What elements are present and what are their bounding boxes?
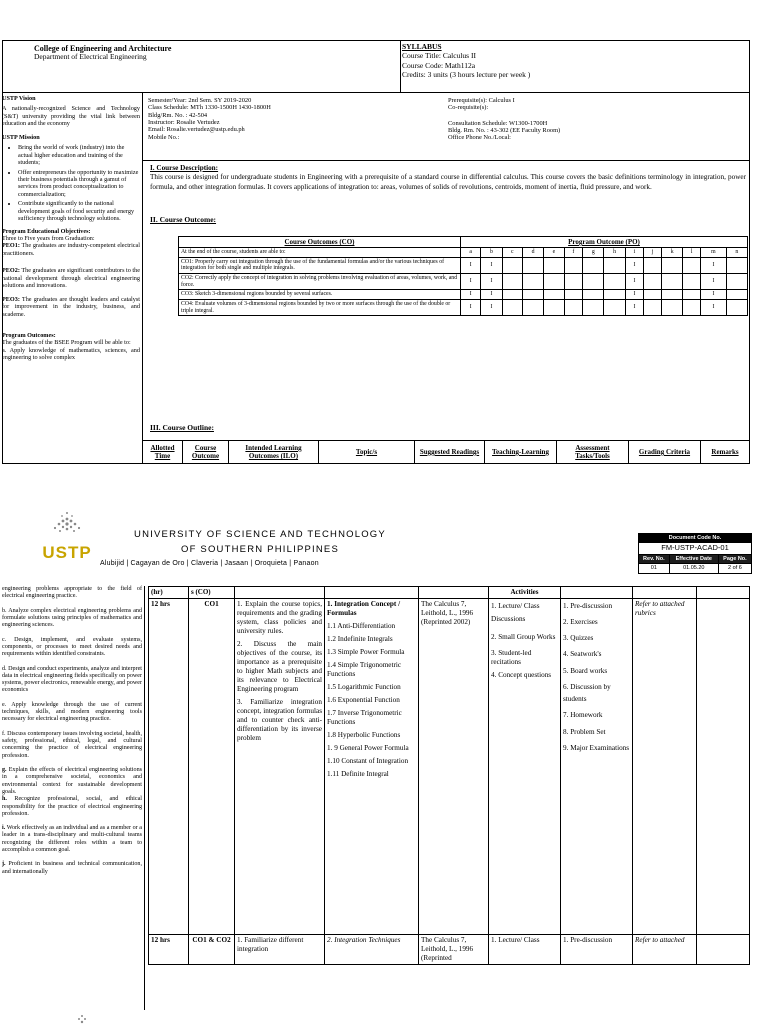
course-title: Course Title: Calculus II <box>402 51 476 61</box>
department-name: Department of Electrical Engineering <box>34 52 147 62</box>
co-text: CO1: Properly carry out integration through the use of the fundamental formulas and/or the various techniques of integration for both single and multiple integrals. <box>179 257 461 273</box>
consultation: Consultation Schedule: W1300-1700H <box>448 119 548 127</box>
topic-list <box>327 622 416 779</box>
peo1-label: PEO1: <box>2 242 20 250</box>
po-a: a. Apply knowledge of mathematics, sciences, and engineering to solve complex <box>2 346 140 362</box>
col-course-outcome: Course Outcome <box>183 441 229 464</box>
col-readings: Suggested Readings <box>415 441 485 464</box>
syllabus-label: SYLLABUS <box>402 42 442 51</box>
po-letter: b <box>481 248 502 258</box>
consult-room: Bldg. Rm. No. : 43-302 (EE Faculty Room) <box>448 127 561 135</box>
po-mark <box>583 290 604 300</box>
head-time: (hr) <box>149 587 189 599</box>
po-g-text: Explain the effects of electrical engineering solutions in a comprehensive societal, economics and environmental context for sustainable development goals. <box>2 766 142 795</box>
po-mark <box>564 274 583 290</box>
po-letter: j <box>644 248 662 258</box>
row1-grading: Refer to attached rubrics <box>633 598 697 934</box>
divider <box>2 92 750 93</box>
assessment-item: 7. Homework <box>563 711 603 720</box>
po-mark: I <box>701 274 727 290</box>
col-teaching-learning: Teaching-Learning <box>485 441 557 464</box>
po-mark <box>644 290 662 300</box>
row2-time: 12 hrs <box>149 934 189 964</box>
course-outcome-label: II. Course Outcome: <box>150 215 217 224</box>
po-g <box>2 767 142 796</box>
po-h-text: Recognize professional, social, and ethical responsibility for the practice of electrical engineering profession. <box>2 796 142 817</box>
po-mark: I <box>481 257 502 273</box>
row1-time: 12 hrs <box>149 598 189 934</box>
po-mark <box>662 290 683 300</box>
po-mark <box>726 299 747 315</box>
po-mark <box>683 299 701 315</box>
email: Email: Rosalie.vertudez@ustp.edu.ph <box>148 126 245 134</box>
po-mark <box>644 257 662 273</box>
mission-list <box>2 144 140 222</box>
university-name-line2: OF SOUTHERN PHILIPPINES <box>181 543 339 555</box>
po-mark: I <box>461 274 481 290</box>
course-description <box>150 164 746 192</box>
assessment-item: 9. Major Examinations <box>563 743 630 752</box>
po-mark <box>502 290 522 300</box>
po-mark <box>502 257 522 273</box>
row2-ilo: 1. Familiarize different integration <box>235 934 325 964</box>
doc-code-title: Document Code No. <box>639 534 752 543</box>
divider <box>144 586 145 1010</box>
co-header: Course Outcomes (CO) <box>179 237 461 248</box>
po-mark: I <box>461 257 481 273</box>
po-mark <box>604 274 625 290</box>
po-mark: I <box>461 299 481 315</box>
ustp-logo <box>36 507 98 567</box>
peo3-block <box>2 296 140 318</box>
po-mark <box>644 299 662 315</box>
po-mark <box>522 290 543 300</box>
po-mark <box>683 274 701 290</box>
topic-item: 1.5 Logarithmic Function <box>327 682 401 691</box>
po-e: e. Apply knowledge through the use of current techniques, skills, and modern engineering tools necessary for electrical engineering practice. <box>2 701 142 723</box>
po-mark: I <box>625 257 644 273</box>
po-mark: I <box>701 290 727 300</box>
row1-co: CO1 <box>189 598 235 934</box>
po-letter: n <box>726 248 747 258</box>
topic-item: 1.10 Constant of Integration <box>327 756 409 765</box>
po-h <box>2 796 142 818</box>
row2-topic: 2. Integration Techniques <box>325 934 419 964</box>
col-remarks: Remarks <box>701 441 750 464</box>
po-mark <box>726 274 747 290</box>
peo1-text: The graduates are industry-competent electrical practitioners. <box>2 242 140 257</box>
instructor: Instructor: Rosalie Vertudez <box>148 119 220 127</box>
university-name-line1: UNIVERSITY OF SCIENCE AND TECHNOLOGY <box>134 529 386 540</box>
po-mark <box>662 257 683 273</box>
divider <box>142 92 143 464</box>
topic-title: 1. Integration Concept / Formulas <box>327 599 401 617</box>
po-letter: c <box>502 248 522 258</box>
course-outline-table <box>148 586 750 965</box>
po-mark: I <box>701 299 727 315</box>
topic-item: 1.11 Definite Integral <box>327 769 389 778</box>
peo2-block <box>2 267 140 289</box>
po-mark: I <box>481 299 502 315</box>
po-mark <box>726 257 747 273</box>
eff-label: Effective Date <box>669 554 718 563</box>
next-page-logo-fragment <box>72 1012 92 1024</box>
sidebar-vision-mission <box>2 95 140 362</box>
row1-reading: The Calculus 7, Leithold, L., 1996 (Reprinted 2002) <box>419 598 489 934</box>
po-mark: I <box>625 299 644 315</box>
room: Bldg/Rm. No. : 42-504 <box>148 111 208 119</box>
po-intro: The graduates of the BSEE Program will be able to: <box>2 339 131 347</box>
po-mark <box>544 257 564 273</box>
course-info-left <box>148 97 448 141</box>
peo2-text: The graduates are significant contributors to the national development through electrical engineering solutions and innovations. <box>2 267 140 290</box>
po-mark <box>604 299 625 315</box>
po-mark: I <box>481 290 502 300</box>
course-info-right <box>448 97 750 142</box>
row2-assessment: 1. Pre-discussion <box>561 934 633 964</box>
peo2-label: PEO2: <box>2 267 20 275</box>
po-mark <box>583 257 604 273</box>
po-mark: I <box>625 274 644 290</box>
po-mark <box>522 257 543 273</box>
university-header <box>100 530 420 568</box>
po-j-label: j. <box>2 861 6 868</box>
doc-code-value: FM-USTP-ACAD-01 <box>639 543 752 555</box>
head-co: s (CO) <box>189 587 235 599</box>
ilo-item: 2. Discuss the main objectives of the course, its importance as a prerequisite to higher Math subjects and its relevance to Electrical Engineering program <box>237 639 322 693</box>
rev-value: 01 <box>639 564 670 573</box>
mission-item: • Offer entrepreneurs the opportunity to maximize their business potentials through a gamut of services from product conceptualization to commercialization; <box>18 169 140 199</box>
topic-item: 1.7 Inverse Trigonometric Functions <box>327 708 402 726</box>
po-mark <box>502 299 522 315</box>
topic-item: 1.3 Simple Power Formula <box>327 647 405 656</box>
assessment-item: 1. Pre-discussion <box>563 601 613 610</box>
co-row <box>179 290 748 300</box>
po-letter: m <box>701 248 727 258</box>
po-mark: I <box>701 257 727 273</box>
po-mark <box>644 274 662 290</box>
po-mark <box>726 290 747 300</box>
tla-item: 4. Concept questions <box>491 670 552 679</box>
co-text: CO4: Evaluate volumes of 3-dimensional regions bounded by two or more surfaces through the use of the double or triple integral. <box>179 299 461 315</box>
po-a-cont: engineering problems appropriate to the field of electrical engineering practice. <box>2 586 142 600</box>
po-mark <box>604 290 625 300</box>
course-description-text: This course is designed for undergraduate students in Engineering with a prerequisite of a standard course in differential calculus. This course covers the basic definitions terminology in integration, power formula, and other integration formulas. It covers applications of integration to: areas, volumes of solids of revolutions, centroids, moment of inertia, fluid pressure, and work. <box>150 173 746 191</box>
po-letter: e <box>544 248 564 258</box>
rev-label: Rev. No. <box>639 554 670 563</box>
po-mark <box>564 257 583 273</box>
document-code-box <box>638 533 752 574</box>
po-letter: g <box>583 248 604 258</box>
row1-ilo <box>235 598 325 934</box>
syllabus-box <box>402 42 750 80</box>
logo-text: USTP <box>42 543 92 562</box>
page-label: Page No. <box>718 554 751 563</box>
co-row <box>179 257 748 273</box>
co-text: CO2: Correctly apply the concept of integration in solving problems involving evaluation of areas, volumes, work, and force. <box>179 274 461 290</box>
po-i-text: Work effectively as an individual and as a member or a leader in a trans-disciplinary and multi-cultural teams recognizing the different roles within a team to accomplish a common goal. <box>2 825 142 854</box>
po-letter: l <box>683 248 701 258</box>
po-mark: I <box>481 274 502 290</box>
tla-item: 3. Student-led recitations <box>491 648 532 666</box>
corequisite: Co-requisite(s): <box>448 104 489 112</box>
po-h-label: h. <box>2 796 7 803</box>
credits: Credits: 3 units (3 hours lecture per week ) <box>402 70 531 80</box>
peo-intro: Three to Five years from Graduation: <box>2 235 95 242</box>
divider <box>142 160 750 161</box>
course-code: Course Code: Math112a <box>402 60 476 70</box>
po-mark <box>522 299 543 315</box>
col-grading: Grading Criteria <box>629 441 701 464</box>
assessment-item: 6. Discussion by students <box>563 682 611 704</box>
co-text: CO3: Sketch 3-dimensional regions bounded by several surfaces. <box>179 290 461 300</box>
po-mark <box>522 274 543 290</box>
topic-item: 1.2 Indefinite Integrals <box>327 634 393 643</box>
peo-title: Program Educational Objectives: <box>2 227 91 235</box>
divider <box>400 40 401 92</box>
peo-block <box>2 228 140 258</box>
po-f: f. Discuss contemporary issues involving societal, health, safety, professional, ethical, legal, and cultural concerning the practice of electrical engineering profession. <box>2 730 142 759</box>
po-c: c. Design, implement, and evaluate systems, components, or processes to meet desired needs and requirements within identified constraints. <box>2 636 142 658</box>
po-letter: f <box>564 248 583 258</box>
po-mark <box>544 299 564 315</box>
assessment-item: 2. Exercises <box>563 617 598 626</box>
po-i-label: i. <box>2 825 6 832</box>
po-mark <box>662 274 683 290</box>
col-ilo: Intended Learning Outcomes (ILO) <box>229 441 319 464</box>
peo3-label: PEO3: <box>2 295 20 303</box>
topic-item: 1.6 Exponential Function <box>327 695 400 704</box>
schedule: Class Schedule: MTh 1330-1500H 1430-1800H <box>148 104 271 112</box>
course-description-label: I. Course Description: <box>150 164 219 172</box>
po-j <box>2 861 142 876</box>
po-letter: k <box>662 248 683 258</box>
po-mark <box>583 274 604 290</box>
office-phone: Office Phone No./Local: <box>448 134 511 142</box>
po-i <box>2 825 142 854</box>
topic-item: 1. 9 General Power Formula <box>327 743 409 752</box>
vision-text: A nationally-recognized Science and Technology (S&T) university providing the vital link between education and the economy <box>2 105 140 128</box>
course-outline-header <box>142 440 750 464</box>
col-assessment: Assessment Tasks/Tools <box>557 441 629 464</box>
header-left <box>32 42 402 62</box>
row2-co: CO1 & CO2 <box>189 934 235 964</box>
course-outline-label: III. Course Outline: <box>150 423 214 432</box>
ilo-item: 1. Explain the course topics, requirements and the grading system, class policies and university rules. <box>237 599 322 635</box>
co-intro: At the end of the course, students are able to: <box>179 248 461 258</box>
topic-item: 1.4 Simple Trigonometric Functions <box>327 660 402 678</box>
po-mark: I <box>625 290 644 300</box>
mission-title: USTP Mission <box>2 133 40 141</box>
po-block <box>2 332 140 362</box>
col-allotted-time: Allotted Time <box>143 441 183 464</box>
po-letter: d <box>522 248 543 258</box>
po-mark <box>564 290 583 300</box>
po-mark: I <box>461 290 481 300</box>
po-letter: h <box>604 248 625 258</box>
peo3-text: The graduates are thought leaders and catalyst for improvement in the industry, business, and academe. <box>2 295 140 318</box>
page-number: 2 of 6 <box>718 564 751 573</box>
po-mark <box>683 257 701 273</box>
row1-tla <box>489 598 561 934</box>
campus-list: Alubijid | Cagayan de Oro | Claveria | Jasaan | Oroquieta | Panaon <box>100 559 319 567</box>
po-mark <box>583 299 604 315</box>
mission-item: • Bring the world of work (industry) into the actual higher education and training of the students; <box>18 144 140 166</box>
co-rows <box>179 257 748 316</box>
po-j-text: Proficient in business and technical communication, and internationally <box>2 861 142 875</box>
po-mark <box>564 299 583 315</box>
mobile: Mobile No.: <box>148 133 180 141</box>
head-activities: Activities <box>489 587 561 599</box>
po-mark <box>662 299 683 315</box>
po-g-label: g. <box>2 766 7 773</box>
college-name: College of Engineering and Architecture <box>34 44 172 53</box>
row1-assessment <box>561 598 633 934</box>
po-mark <box>683 290 701 300</box>
po-header: Program Outcome (PO) <box>461 237 748 248</box>
po-title: Program Outcomes: <box>2 331 56 339</box>
tla-item: 1. Lecture/ Class Discussions <box>491 601 540 624</box>
po-mark <box>604 257 625 273</box>
po-mark <box>544 290 564 300</box>
po-d: d. Design and conduct experiments, analyze and interpret data in electrical engineering fields specifically on power systems, power electronics, renewable energy, and power economics <box>2 665 142 694</box>
assessment-item: 3. Quizzes <box>563 634 594 643</box>
assessment-item: 5. Board works <box>563 666 608 675</box>
vision-title: USTP Vision <box>2 95 36 102</box>
row2-reading: The Calculus 7, Leithold, L., 1996 (Reprinted <box>419 934 489 964</box>
co-po-table <box>178 236 748 316</box>
assessment-item: 4. Seatwork's <box>563 650 602 659</box>
tla-item: 2. Small Group Works <box>491 633 556 642</box>
po-mark <box>544 274 564 290</box>
col-topics: Topic/s <box>319 441 415 464</box>
assessment-item: 8. Problem Set <box>563 727 606 736</box>
mission-item: • Contribute significantly to the national development goals of food security and energy sufficiency through technology solutions. <box>18 200 140 222</box>
ilo-item: 3. Familiarize integration concept, integration formulas and to counter check anti-differentiation by its inverse problem <box>237 697 322 742</box>
topic-item: 1.1 Anti-Differentiation <box>327 621 396 630</box>
co-row <box>179 299 748 315</box>
semester: Semester/Year: 2nd Sem. SY 2019-2020 <box>148 97 252 104</box>
program-outcomes-list <box>2 586 142 883</box>
row2-tla: 1. Lecture/ Class <box>489 934 561 964</box>
eff-value: 01.05.20 <box>669 564 718 573</box>
prerequisite: Prerequisite(s): Calculus I <box>448 97 515 104</box>
assessment-list <box>563 600 630 754</box>
po-mark <box>502 274 522 290</box>
topic-item: 1.8 Hyperbolic Functions <box>327 730 401 739</box>
row2-grading: Refer to attached <box>633 934 697 964</box>
co-row <box>179 274 748 290</box>
po-letter: i <box>625 248 644 258</box>
po-letter: a <box>461 248 481 258</box>
po-b: b. Analyze complex electrical engineering problems and formulate solutions using principles of mathematics and engineering sciences. <box>2 607 142 629</box>
row1-topics <box>325 598 419 934</box>
